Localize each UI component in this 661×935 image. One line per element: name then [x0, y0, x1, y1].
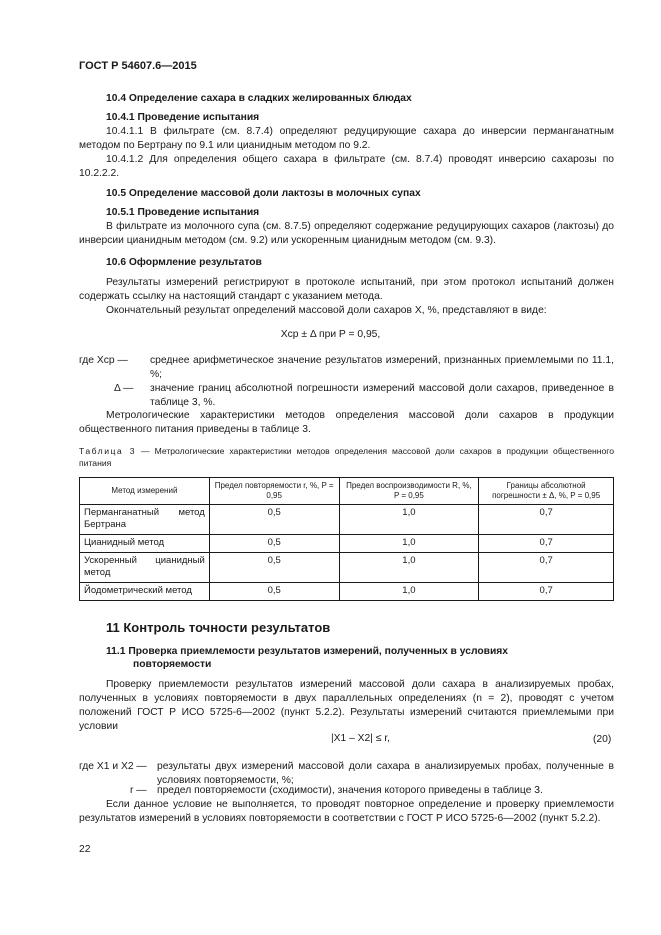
- section-11-1-title-line1: 11.1 Проверка приемлемости результатов измерений, полученных в условиях: [106, 646, 509, 657]
- table-header-row: [80, 478, 614, 505]
- definition-delta-text: значение границ абсолютной погрешности измерений массовой доли сахаров, приведенное в таблице 3, %.: [150, 383, 614, 408]
- section-11-1-title-line2: повторяемости: [133, 659, 212, 670]
- section-10-4-1-title: 10.4.1 Проведение испытания: [106, 112, 260, 123]
- section-10-6-title: 10.6 Оформление результатов: [106, 257, 262, 268]
- header-error-bounds: Границы абсолютной погрешности ± Δ, %, P = 0,95: [479, 478, 614, 505]
- paragraph-10-4-1-2: 10.4.1.2 Для определения общего сахара в фильтрате (см. 8.7.4) проводят инверсию сахарозы по 10.2.2.2.: [79, 154, 614, 179]
- definition-xcp-term: где Xср —: [79, 355, 128, 366]
- table-3-caption-text: — Метрологические характеристики методов определения массовой доли сахаров в продукции общественного питания: [79, 446, 614, 468]
- section-10-5-title: 10.5 Определение массовой доли лактозы в молочных супах: [106, 188, 421, 199]
- table-row: [80, 535, 614, 553]
- definition-x1x2-term: где X1 и X2 —: [79, 761, 147, 772]
- paragraph-10-6-3: Метрологические характеристики методов определения массовой доли сахаров в продукции общественного питания приведены в таблице 3.: [79, 410, 614, 435]
- cell-R: 1,0: [339, 553, 479, 583]
- cell-r: 0,5: [209, 535, 339, 553]
- cell-method: Цианидный метод: [80, 535, 210, 553]
- definition-r-text: предел повторяемости (сходимости), значения которого приведены в таблице 3.: [157, 785, 543, 796]
- page-number: 22: [79, 844, 91, 855]
- section-10-4-title: 10.4 Определение сахара в сладких желированных блюдах: [106, 93, 412, 104]
- cell-R: 1,0: [339, 583, 479, 601]
- definition-x1x2-text: результаты двух измерений массовой доли сахара в анализируемых пробах, полученные в условиях повторяемости, %;: [157, 761, 614, 786]
- result-formula: Xср ± Δ при P = 0,95,: [280, 329, 381, 340]
- cell-method: Йодометрический метод: [80, 583, 210, 601]
- header-method: Метод измерений: [80, 478, 210, 505]
- cell-method: Перманганатный метод Бертрана: [80, 505, 210, 535]
- standard-header: ГОСТ Р 54607.6—2015: [79, 60, 197, 72]
- paragraph-10-4-1-1: 10.4.1.1 В фильтрате (см. 8.7.4) определяют редуцирующие сахара до инверсии перманганатным методом по Бертрану по 9.1 или цианидным методом по 9.2.: [79, 126, 614, 151]
- acceptance-formula: |X1 – X2| ≤ r,: [330, 733, 391, 744]
- cell-method: Ускоренный цианидный метод: [80, 553, 210, 583]
- definition-r-term: r —: [130, 785, 147, 796]
- cell-delta: 0,7: [479, 535, 614, 553]
- cell-delta: 0,7: [479, 553, 614, 583]
- paragraph-11-1-2: Если данное условие не выполняется, то проводят повторное определение и проверку приемлемости результатов измерений в условиях повторяемости в соответствии с ГОСТ Р ИСО 5725-6—2002 (пункт 5.2.2).: [79, 799, 614, 824]
- header-repeatability: Предел повторяемости r, %, P = 0,95: [209, 478, 339, 505]
- cell-r: 0,5: [209, 583, 339, 601]
- paragraph-11-1-1: Проверку приемлемости результатов измерений массовой доли сахара в анализируемых пробах, полученных в условиях повторяемости в двух параллельных определениях (n = 2), проводят с учетом положений ГОСТ Р ИСО 5725-6—2002 (пункт 5.2.2). Результаты измерений считаются приемлемыми при условии: [79, 679, 614, 732]
- table-3-caption-label: Таблица 3: [79, 446, 136, 456]
- table-3-caption: [79, 445, 614, 469]
- section-11-title: 11 Контроль точности результатов: [106, 620, 331, 635]
- definition-xcp-text: среднее арифметическое значение результатов измерений, признанных приемлемыми по 11.1, %;: [150, 355, 614, 380]
- cell-r: 0,5: [209, 553, 339, 583]
- cell-delta: 0,7: [479, 505, 614, 535]
- section-10-5-1-title: 10.5.1 Проведение испытания: [106, 207, 260, 218]
- formula-number: (20): [593, 734, 612, 745]
- table-row: [80, 553, 614, 583]
- header-reproducibility: Предел воспроизводимости R, %, P = 0,95: [339, 478, 479, 505]
- table-row: [80, 505, 614, 535]
- table-3: [79, 477, 614, 601]
- paragraph-10-6-1: Результаты измерений регистрируют в протоколе испытаний, при этом протокол испытаний должен содержать ссылку на настоящий стандарт с указанием метода.: [79, 277, 614, 302]
- cell-R: 1,0: [339, 535, 479, 553]
- paragraph-10-5-1: В фильтрате из молочного супа (см. 8.7.5) определяют содержание редуцирующих сахаров (лактозы) до инверсии цианидным методом (см. 9.2) или ускоренным цианидным методом (см. 9.3).: [79, 221, 614, 246]
- cell-r: 0,5: [209, 505, 339, 535]
- table-row: [80, 583, 614, 601]
- paragraph-10-6-2: Окончательный результат определений массовой доли сахаров X, %, представляют в виде:: [106, 305, 547, 316]
- definition-delta-term: Δ —: [114, 383, 134, 394]
- cell-delta: 0,7: [479, 583, 614, 601]
- cell-R: 1,0: [339, 505, 479, 535]
